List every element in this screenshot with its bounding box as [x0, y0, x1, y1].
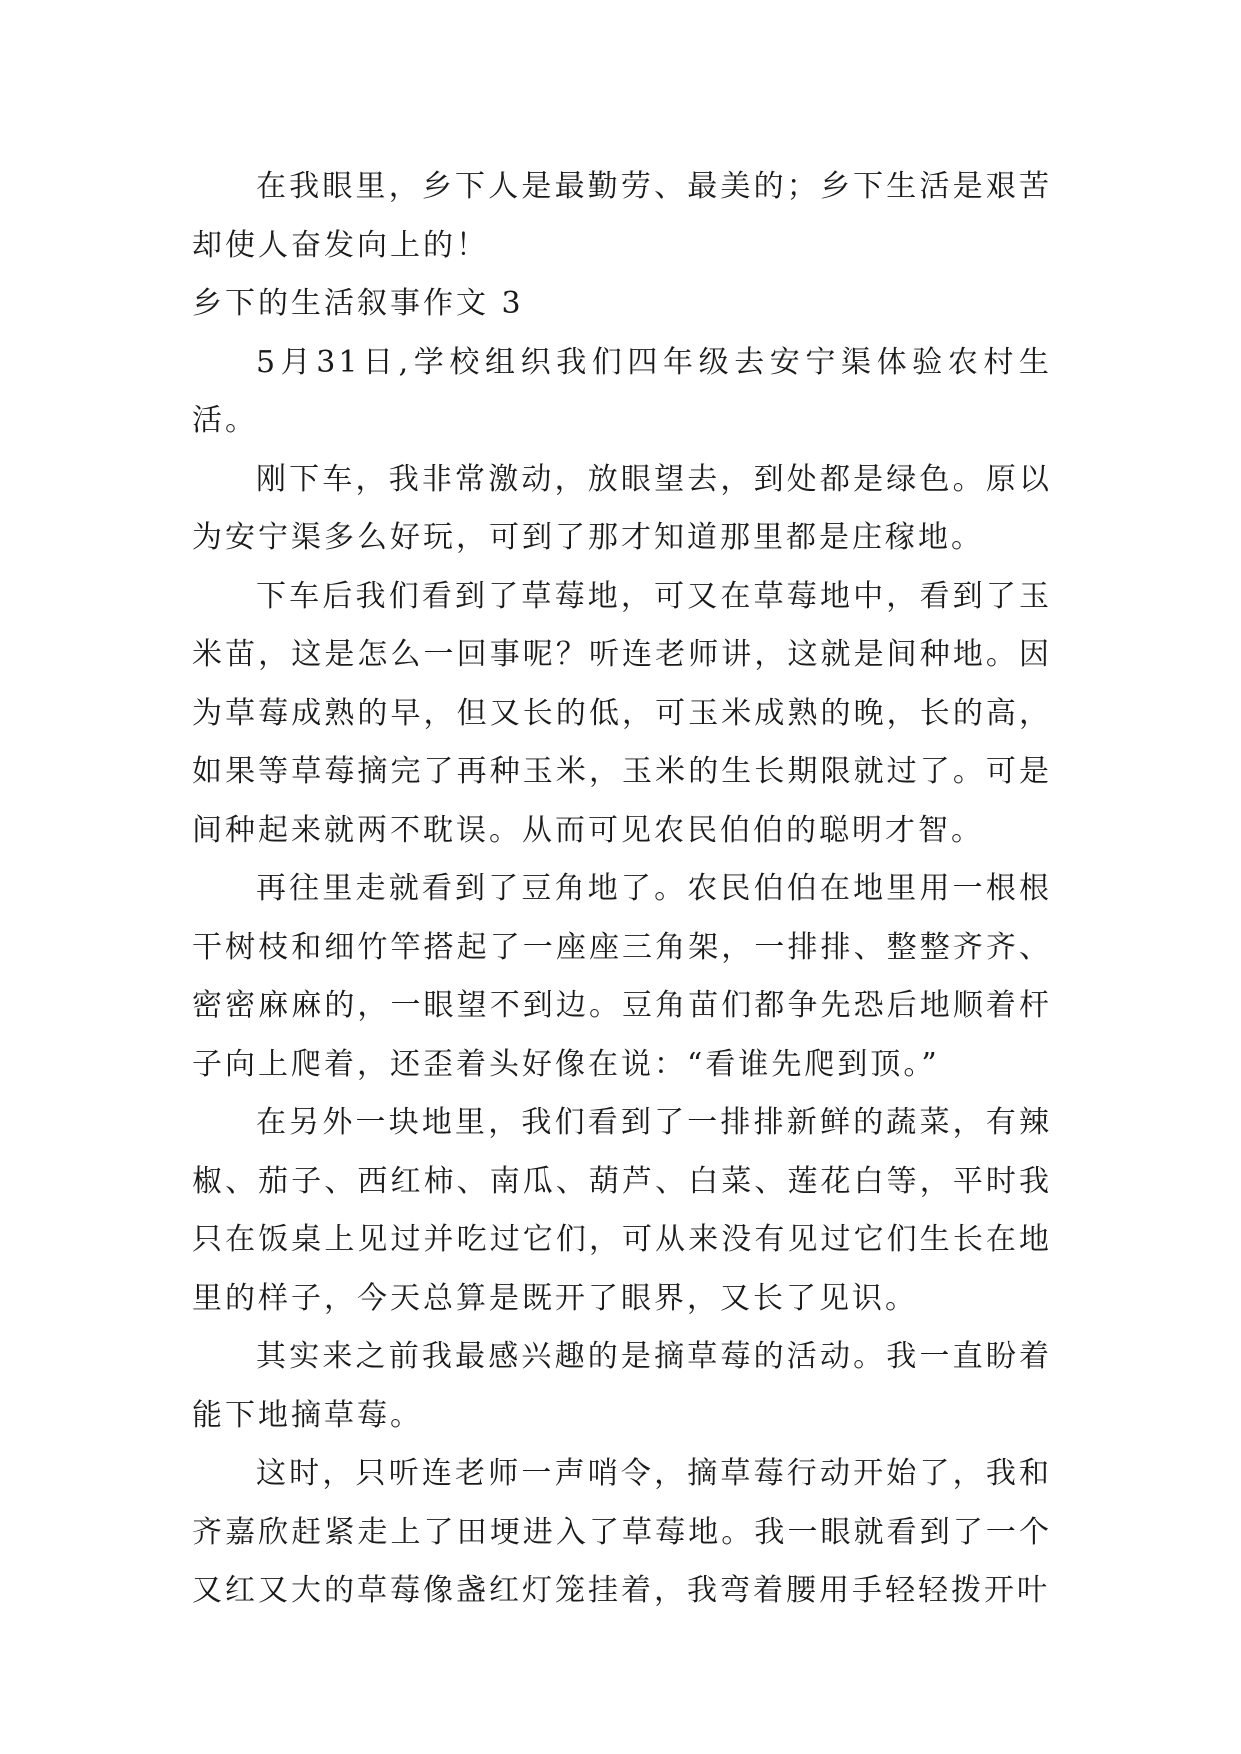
paragraph-picking: 这时，只听连老师一声哨令，摘草莓行动开始了，我和齐嘉欣赶紧走上了田埂进入了草莓地。我一眼就看到了一个又红又大的草莓像盏红灯笼挂着，我弯着腰用手轻轻拨开叶 [192, 1456, 1052, 1608]
essay-heading: 乡下的生活叙事作文 3 [192, 286, 524, 321]
paragraph-intro-conclusion: 在我眼里，乡下人是最勤劳、最美的；乡下生活是艰苦却使人奋发向上的！ [192, 169, 1052, 263]
paragraph-strawberry-field: 下车后我们看到了草莓地，可又在草莓地中，看到了玉米苗，这是怎么一回事呢？听连老师讲，这就是间种地。因为草莓成熟的早，但又长的低，可玉米成熟的晚，长的高，如果等草莓摘完了再种玉米，玉米的生长期限就过了。可是间种起来就两不耽误。从而可见农民伯伯的聪明才智。 [192, 578, 1052, 848]
paragraph-vegetables: 在另外一块地里，我们看到了一排排新鲜的蔬菜，有辣椒、茄子、西红柿、南瓜、葫芦、白菜、莲花白等，平时我只在饭桌上见过并吃过它们，可从来没有见过它们生长在地里的样子，今天总算是既开了眼界，又长了见识。 [192, 1105, 1052, 1316]
document-body [192, 158, 1052, 1621]
paragraph-bean-field: 再往里走就看到了豆角地了。农民伯伯在地里用一根根干树枝和细竹竿搭起了一座座三角架，一排排、整整齐齐、密密麻麻的，一眼望不到边。豆角苗们都争先恐后地顺着杆子向上爬着，还歪着头好像在说：“看谁先爬到顶。” [192, 871, 1052, 1082]
paragraph-interest: 其实来之前我最感兴趣的是摘草莓的活动。我一直盼着能下地摘草莓。 [192, 1339, 1052, 1433]
paragraph-arrival: 刚下车，我非常激动，放眼望去，到处都是绿色。原以为安宁渠多么好玩，可到了那才知道那里都是庄稼地。 [192, 461, 1052, 555]
paragraph-date: 5月31日,学校组织我们四年级去安宁渠体验农村生活。 [192, 344, 1052, 438]
